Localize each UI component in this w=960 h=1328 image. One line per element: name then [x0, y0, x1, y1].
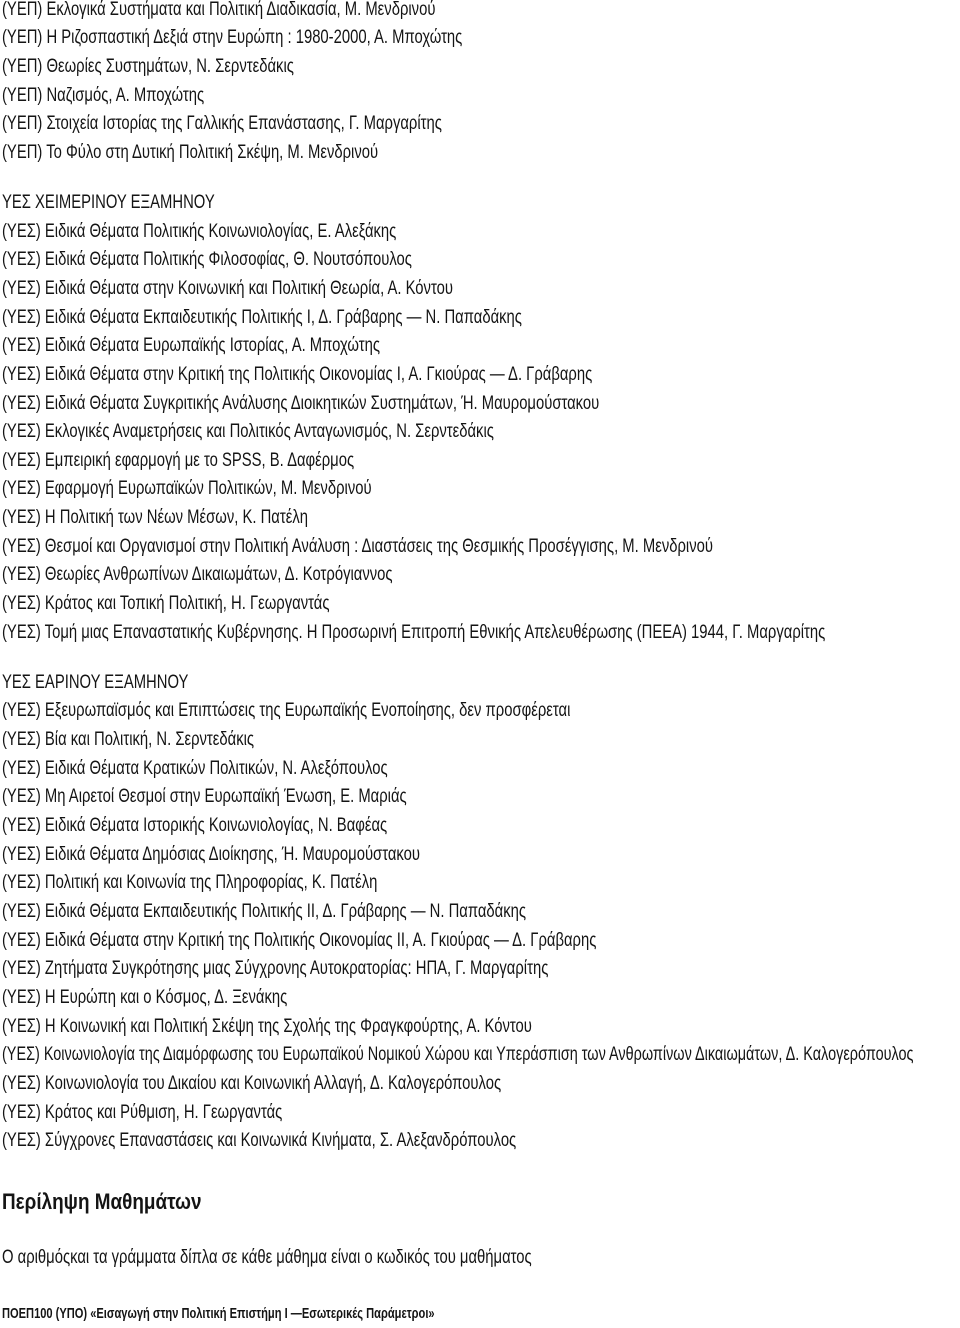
summary-note: Ο αριθμόςκαι τα γράμματα δίπλα σε κάθε μάθημα είναι ο κωδικός του μαθήματος — [2, 1247, 532, 1269]
course-item: (ΥΕΣ) Εφαρμογή Ευρωπαϊκών Πολιτικών, Μ. Μενδρινού — [2, 478, 372, 500]
winter-semester-heading: ΥΕΣ ΧΕΙΜΕΡΙΝΟΥ ΕΞΑΜΗΝΟΥ — [2, 191, 215, 213]
course-item: (ΥΕΣ) Η Ευρώπη και ο Κόσμος, Δ. Ξενάκης — [2, 986, 288, 1008]
course-item: (ΥΕΣ) Ζητήματα Συγκρότησης μιας Σύγχρονης Αυτοκρατορίας: ΗΠΑ, Γ. Μαργαρίτης — [2, 958, 549, 980]
ye-p-course-list — [2, 0, 960, 168]
course-item: (ΥΕΣ) Εκλογικές Αναμετρήσεις και Πολιτικός Ανταγωνισμός, Ν. Σερντεδάκις — [2, 421, 494, 443]
spring-semester-section — [2, 669, 960, 1156]
course-item: (ΥΕΣ) Ειδικά Θέματα Εκπαιδευτικής Πολιτικής ΙΙ, Δ. Γράβαρης — Ν. Παπαδάκης — [2, 900, 527, 922]
course-item: (ΥΕΣ) Ειδικά Θέματα Πολιτικής Κοινωνιολογίας, Ε. Αλεξάκης — [2, 220, 397, 242]
course-item: (ΥΕΣ) Εξευρωπαϊσμός και Επιπτώσεις της Ευρωπαϊκής Ενοποίησης, δεν προσφέρεται — [2, 700, 571, 722]
course-summary-section — [2, 1187, 960, 1326]
course-item: (ΥΕΣ) Ειδικά Θέματα Εκπαιδευτικής Πολιτικής Ι, Δ. Γράβαρης — Ν. Παπαδάκης — [2, 306, 522, 328]
course-item: (ΥΕΣ) Ειδικά Θέματα Πολιτικής Φιλοσοφίας, Θ. Νουτσόπουλος — [2, 249, 412, 271]
course-item: (ΥΕΣ) Κοινωνιολογία της Διαμόρφωσης του Ευρωπαϊκού Νομικού Χώρου και Υπεράσπιση των Ανθρωπίνων Δικαιωμάτων, Δ. Καλογερόπουλος — [2, 1044, 914, 1066]
course-item: (ΥΕΣ) Ειδικά Θέματα Κρατικών Πολιτικών, Ν. Αλεξόπουλος — [2, 757, 388, 779]
course-item: (ΥΕΣ) Ειδικά Θέματα στην Κριτική της Πολιτικής Οικονομίας Ι, Α. Γκιούρας — Δ. Γράβαρης — [2, 363, 593, 385]
course-item: (ΥΕΣ) Θεωρίες Ανθρωπίνων Δικαιωμάτων, Δ. Κοτρόγιαννος — [2, 564, 393, 586]
course-item: (ΥΕΣ) Κοινωνιολογία του Δικαίου και Κοινωνική Αλλαγή, Δ. Καλογερόπουλος — [2, 1072, 502, 1094]
summary-title: Περίληψη Μαθημάτων — [2, 1188, 202, 1214]
course-item: (ΥΕΣ) Σύγχρονες Επαναστάσεις και Κοινωνικά Κινήματα, Σ. Αλεξανδρόπουλος — [2, 1130, 517, 1152]
course-item: (ΥΕΣ) Ειδικά Θέματα στην Κριτική της Πολιτικής Οικονομίας ΙΙ, Α. Γκιούρας — Δ. Γράβαρης — [2, 929, 597, 951]
course-item: (ΥΕΠ) Το Φύλο στη Δυτική Πολιτική Σκέψη, Μ. Μενδρινού — [2, 141, 379, 163]
course-item: (ΥΕΠ) Η Ριζοσπαστική Δεξιά στην Ευρώπη : 1980-2000, Α. Μποχώτης — [2, 27, 463, 49]
course-item: (ΥΕΣ) Ειδικά Θέματα στην Κοινωνική και Πολιτική Θεωρία, Α. Κόντου — [2, 277, 453, 299]
course-item: (ΥΕΣ) Η Κοινωνική και Πολιτική Σκέψη της Σχολής της Φραγκφούρτης, Α. Κόντου — [2, 1015, 532, 1037]
course-item: (ΥΕΠ) Εκλογικά Συστήματα και Πολιτική Διαδικασία, Μ. Μενδρινού — [2, 0, 436, 20]
course-item: (ΥΕΣ) Κράτος και Τοπική Πολιτική, Η. Γεωργαντάς — [2, 593, 330, 615]
course-item: (ΥΕΠ) Θεωρίες Συστημάτων, Ν. Σερντεδάκις — [2, 55, 294, 77]
course-item: (ΥΕΣ) Κράτος και Ρύθμιση, Η. Γεωργαντάς — [2, 1101, 283, 1123]
course-item: (ΥΕΣ) Εμπειρική εφαρμογή με το SPSS, Β. Δαφέρμος — [2, 449, 355, 471]
course-item: (ΥΕΣ) Μη Αιρετοί Θεσμοί στην Ευρωπαϊκή Ένωση, Ε. Μαριάς — [2, 786, 407, 808]
course-item: (ΥΕΠ) Στοιχεία Ιστορίας της Γαλλικής Επανάστασης, Γ. Μαργαρίτης — [2, 113, 442, 135]
course-item: (ΥΕΠ) Ναζισμός, Α. Μποχώτης — [2, 84, 205, 106]
course-item: (ΥΕΣ) Βία και Πολιτική, Ν. Σερντεδάκις — [2, 729, 255, 751]
course-item: (ΥΕΣ) Τομή μιας Επαναστατικής Κυβέρνησης. Η Προσωρινή Επιτροπή Εθνικής Απελευθέρωσης (ΠΕΕΑ) 1944, Γ. Μαργαρίτης — [2, 621, 826, 643]
course-item: (ΥΕΣ) Ειδικά Θέματα Συγκριτικής Ανάλυσης Διοικητικών Συστημάτων, Ή. Μαυρομούστακου — [2, 392, 600, 414]
course-item: (ΥΕΣ) Η Πολιτική των Νέων Μέσων, Κ. Πατέλη — [2, 507, 308, 529]
spring-semester-heading: ΥΕΣ ΕΑΡΙΝΟΥ ΕΞΑΜΗΝΟΥ — [2, 671, 189, 693]
course-item: (ΥΕΣ) Θεσμοί και Οργανισμοί στην Πολιτική Ανάλυση : Διαστάσεις της Θεσμικής Προσέγγισης, Μ. Μενδρινού — [2, 535, 713, 557]
course-title-poep100: ΠΟΕΠ100 (ΥΠΟ) «Εισαγωγή στην Πολιτική Επιστήμη Ι —Εσωτερικές Παράμετροι» — [2, 1304, 435, 1322]
course-item: (ΥΕΣ) Πολιτική και Κοινωνία της Πληροφορίας, Κ. Πατέλη — [2, 872, 378, 894]
winter-semester-section — [2, 189, 960, 648]
course-item: (ΥΕΣ) Ειδικά Θέματα Ιστορικής Κοινωνιολογίας, Ν. Βαφέας — [2, 814, 388, 836]
course-item: (ΥΕΣ) Ειδικά Θέματα Ευρωπαϊκής Ιστορίας, Α. Μποχώτης — [2, 335, 381, 357]
course-item: (ΥΕΣ) Ειδικά Θέματα Δημόσιας Διοίκησης, Ή. Μαυρομούστακου — [2, 843, 420, 865]
